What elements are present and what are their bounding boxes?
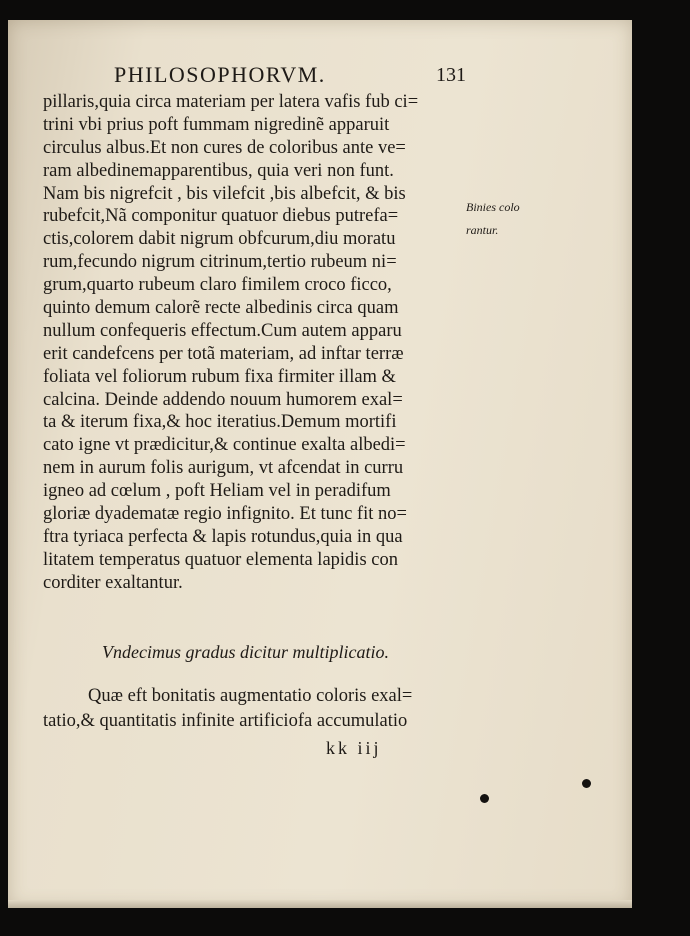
text-line: ta & iterum fixa,& hoc iteratius.Demum mortifi [43, 412, 397, 433]
text-line: trini vbi prius poft fummam nigredinẽ apparuit [43, 114, 390, 135]
text-line: tatio,& quantitatis infinite artificiofa accumulatio [43, 711, 408, 731]
page-header [0, 62, 690, 92]
signature-mark: kk iij [326, 738, 382, 758]
text-line: erit candefcens per totã materiam, ad inftar terræ [43, 343, 404, 364]
text-line: quinto demum calorẽ recte albedinis circa quam [43, 298, 399, 319]
text-line: ctis,colorem dabit nigrum obfcurum,diu moratu [43, 229, 396, 250]
folio-number: 131 [436, 64, 466, 86]
text-line: foliata vel foliorum rubum fixa firmiter illam & [43, 366, 396, 387]
text-line: litatem temperatus quatuor elementa lapidis con [43, 549, 398, 570]
marginal-note [466, 196, 520, 242]
marginal-note-line: Binies colo [466, 200, 520, 214]
text-line: grum,quarto rubeum claro fimilem croco ficco, [43, 275, 392, 296]
text-line: Quæ eft bonitatis augmentatio coloris exal= [88, 686, 413, 706]
text-line: calcina. Deinde addendo nouum humorem exal= [43, 389, 403, 410]
text-line: pillaris,quia circa materiam per latera vafis fub ci= [43, 92, 419, 112]
text-line: corditer exaltantur. [43, 572, 183, 593]
text-line: gloriæ dyadematæ regio infignito. Et tunc fit no= [43, 504, 407, 525]
main-text-block [43, 91, 463, 595]
text-line: cato igne vt prædicitur,& continue exalta albedi= [43, 435, 406, 456]
marginal-note-line: rantur. [466, 222, 499, 237]
text-line: igneo ad cœlum , poft Heliam vel in peradifum [43, 481, 391, 502]
text-line: nem in aurum folis aurigum, vt afcendat in curru [43, 458, 404, 479]
text-line: circulus albus.Et non cures de coloribus ante ve= [43, 137, 406, 158]
text-line: nullum confequeris effectum.Cum autem apparu [43, 320, 402, 341]
text-line: ram albedinemapparentibus, quia veri non funt. [43, 160, 394, 181]
text-line: ftra tyriaca perfecta & lapis rotundus,quia in qua [43, 526, 403, 547]
text-line: rum,fecundo nigrum citrinum,tertio rubeum ni= [43, 252, 397, 273]
page-edge [8, 900, 632, 908]
ink-speck [480, 794, 489, 803]
closing-text-block [43, 684, 412, 734]
section-heading: Vndecimus gradus dicitur multiplicatio. [102, 642, 389, 662]
text-line: Nam bis nigrefcit , bis vilefcit ,bis albefcit, & bis [43, 183, 406, 204]
text-line: rubefcit,Nã componitur quatuor diebus putrefa= [43, 206, 399, 227]
running-head: PHILOSOPHORVM. [114, 62, 326, 87]
ink-speck [582, 779, 591, 788]
